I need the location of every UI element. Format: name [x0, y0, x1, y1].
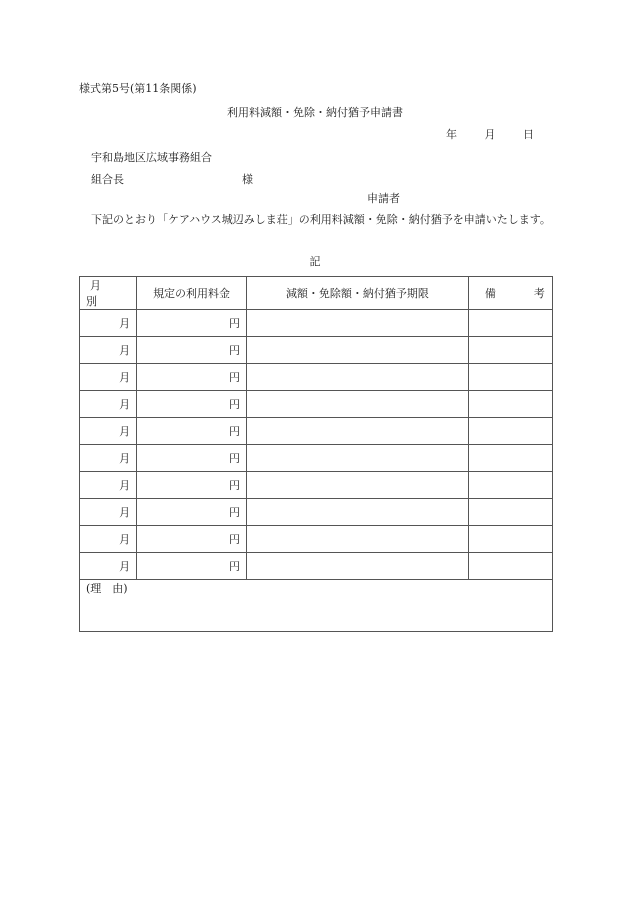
- period-cell[interactable]: [246, 499, 468, 526]
- period-cell[interactable]: [246, 526, 468, 553]
- table-row: [80, 310, 553, 337]
- month-cell[interactable]: 月: [80, 553, 137, 580]
- remarks-cell[interactable]: [468, 445, 552, 472]
- remarks-cell[interactable]: [468, 526, 552, 553]
- form-number: 様式第5号(第11条関係): [79, 82, 197, 95]
- header-fee: 規定の利用料金: [137, 277, 247, 310]
- month-cell[interactable]: 月: [80, 445, 137, 472]
- period-cell[interactable]: [246, 553, 468, 580]
- table-header-row: [80, 277, 553, 310]
- table-row: [80, 499, 553, 526]
- period-cell[interactable]: [246, 445, 468, 472]
- fee-cell[interactable]: 円: [137, 553, 247, 580]
- fee-cell[interactable]: 円: [137, 337, 247, 364]
- table-row: [80, 364, 553, 391]
- header-remarks-a: 備: [484, 287, 496, 300]
- applicant-label: 申請者: [367, 192, 400, 205]
- document-title: 利用料減額・免除・納付猶予申請書: [227, 106, 403, 119]
- remarks-cell[interactable]: [468, 499, 552, 526]
- addressee-honorific: 様: [242, 173, 253, 186]
- table-row: [80, 472, 553, 499]
- table-row: [80, 445, 553, 472]
- date-line: [446, 126, 534, 142]
- fee-cell[interactable]: 円: [137, 418, 247, 445]
- addressee-organization: 宇和島地区広域事務組合: [91, 151, 212, 164]
- addressee-title: 組合長: [91, 173, 124, 186]
- fee-cell[interactable]: 円: [137, 445, 247, 472]
- fee-cell[interactable]: 円: [137, 526, 247, 553]
- reason-row: [80, 580, 553, 632]
- period-cell[interactable]: [246, 364, 468, 391]
- period-cell[interactable]: [246, 310, 468, 337]
- header-month-b: 別: [86, 295, 97, 308]
- fee-cell[interactable]: 円: [137, 499, 247, 526]
- header-remarks: [468, 277, 552, 310]
- remarks-cell[interactable]: [468, 553, 552, 580]
- table-row: [80, 526, 553, 553]
- month-cell[interactable]: 月: [80, 418, 137, 445]
- remarks-cell[interactable]: [468, 364, 552, 391]
- date-year-label: 年: [446, 128, 457, 141]
- month-cell[interactable]: 月: [80, 310, 137, 337]
- header-month-a: 月: [90, 279, 101, 292]
- period-cell[interactable]: [246, 472, 468, 499]
- fee-cell[interactable]: 円: [137, 391, 247, 418]
- table-row: [80, 391, 553, 418]
- month-cell[interactable]: 月: [80, 364, 137, 391]
- table-row: [80, 418, 553, 445]
- table-row: [80, 553, 553, 580]
- period-cell[interactable]: [246, 337, 468, 364]
- remarks-cell[interactable]: [468, 472, 552, 499]
- application-table: [79, 276, 553, 632]
- month-cell[interactable]: 月: [80, 391, 137, 418]
- body-text: 下記のとおり「ケアハウス城辺みしま荘」の利用料減額・免除・納付猶予を申請いたします。: [91, 213, 551, 226]
- table-row: [80, 337, 553, 364]
- month-cell[interactable]: 月: [80, 337, 137, 364]
- period-cell[interactable]: [246, 418, 468, 445]
- remarks-cell[interactable]: [468, 391, 552, 418]
- header-month: [80, 277, 137, 310]
- header-period: 減額・免除額・納付猶予期限: [246, 277, 468, 310]
- header-remarks-b: 考: [533, 287, 545, 300]
- ki-label: 記: [309, 255, 321, 268]
- month-cell[interactable]: 月: [80, 526, 137, 553]
- fee-cell[interactable]: 円: [137, 310, 247, 337]
- remarks-cell[interactable]: [468, 337, 552, 364]
- fee-cell[interactable]: 円: [137, 472, 247, 499]
- remarks-cell[interactable]: [468, 310, 552, 337]
- month-cell[interactable]: 月: [80, 472, 137, 499]
- period-cell[interactable]: [246, 391, 468, 418]
- remarks-cell[interactable]: [468, 418, 552, 445]
- reason-cell[interactable]: (理 由): [80, 580, 553, 632]
- date-day-label: 日: [523, 128, 534, 141]
- month-cell[interactable]: 月: [80, 499, 137, 526]
- fee-cell[interactable]: 円: [137, 364, 247, 391]
- date-month-label: 月: [484, 128, 496, 141]
